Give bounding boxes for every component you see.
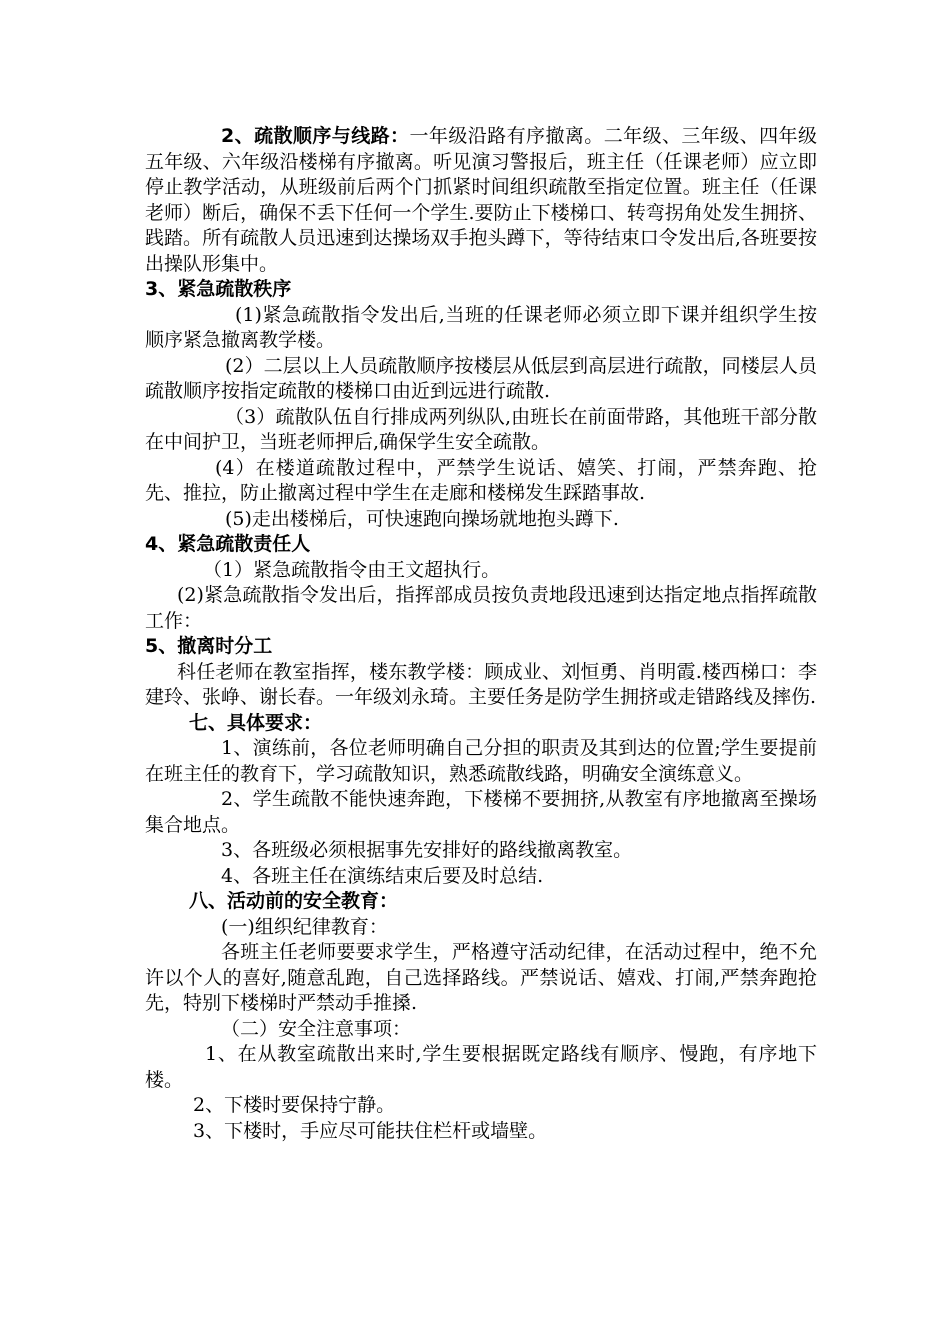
section-4-title: 4、紧急疏散责任人: [145, 533, 311, 555]
section-8-item-1: 1、在从教室疏散出来时,学生要根据既定路线有顺序、慢跑，有序地下楼。: [145, 1043, 817, 1091]
section-8-item-2: 2、下楼时要保持宁静。: [193, 1094, 396, 1116]
section-7-item-4: 4、各班主任在演练结束后要及时总结.: [221, 864, 544, 887]
section-3-item-3: （3）疏散队伍自行排成两列纵队,由班长在前面带路，其他班干部分散在中间护卫，当班老师押后,确保学生安全疏散。: [145, 405, 817, 453]
section-3-item-4: (4）在楼道疏散过程中，严禁学生说话、嬉笑、打闹，严禁奔跑、抢先、推拉，防止撤离过程中学生在走廊和楼梯发生踩踏事故.: [145, 456, 817, 504]
section-3-item-5: (5)走出楼梯后，可快速跑向操场就地抱头蹲下.: [225, 507, 619, 530]
section-3-item-1: (1)紧急疏散指令发出后,当班的任课老师必须立即下课并组织学生按顺序紧急撤离教学楼。: [145, 303, 817, 351]
section-2-title: 2、疏散顺序与线路：: [221, 125, 410, 147]
section-3-item-2: (2）二层以上人员疏散顺序按楼层从低层到高层进行疏散，同楼层人员疏散顺序按指定疏散的楼梯口由近到远进行疏散.: [145, 354, 817, 402]
document-page: [145, 124, 817, 1144]
section-5-title: 5、撤离时分工: [145, 635, 273, 657]
section-8-subtitle-1: (一)组织纪律教育：: [221, 915, 388, 938]
section-7-item-2: 2、学生疏散不能快速奔跑，下楼梯不要拥挤,从教室有序地撤离至操场集合地点。: [145, 788, 817, 836]
section-3-title: 3、紧急疏散秩序: [145, 278, 292, 300]
section-4-item-2: (2)紧急疏散指令发出后，指挥部成员按负责地段迅速到达指定地点指挥疏散工作：: [145, 584, 817, 632]
section-7-item-3: 3、各班级必须根据事先安排好的路线撤离教室。: [221, 839, 633, 861]
section-7-title: 七、具体要求：: [189, 711, 323, 734]
section-2-body: 一年级沿路有序撤离。二年级、三年级、四年级五年级、六年级沿楼梯有序撤离。听见演习警报后，班主任（任课老师）应立即停止教学活动，从班级前后两个门抓紧时间组织疏散至指定位置。班主任（任课老师）断后，确保不丢下任何一个学生.要防止下楼梯口、转弯拐角处发生拥挤、践踏。所有疏散人员迅速到达操场双手抱头蹲下，等待结束口令发出后,各班要按出操队形集中。: [145, 125, 817, 275]
section-8-subtitle-2: （二）安全注意事项：: [221, 1017, 412, 1040]
section-8-paragraph-1: 各班主任老师要要求学生，严格遵守活动纪律，在活动过程中，绝不允许以个人的喜好,随意乱跑，自己选择路线。严禁说话、嬉戏、打闹,严禁奔跑抢先，特别下楼梯时严禁动手推搡.: [145, 941, 817, 1014]
section-4-item-1: （1）紧急疏散指令由王文超执行。: [203, 558, 501, 581]
section-2-paragraph: [145, 124, 817, 277]
section-7-item-1: 1、演练前，各位老师明确自己分担的职责及其到达的位置;学生要提前在班主任的教育下，学习疏散知识，熟悉疏散线路，明确安全演练意义。: [145, 737, 817, 785]
section-5-paragraph: 科任老师在教室指挥，楼东教学楼：顾成业、刘恒勇、肖明霞.楼西梯口：李建玲、张峥、谢长春。一年级刘永琦。主要任务是防学生拥挤或走错路线及摔伤.: [145, 660, 817, 708]
section-8-title: 八、活动前的安全教育：: [189, 890, 399, 912]
section-8-item-3: 3、下楼时，手应尽可能扶住栏杆或墙壁。: [193, 1119, 548, 1142]
